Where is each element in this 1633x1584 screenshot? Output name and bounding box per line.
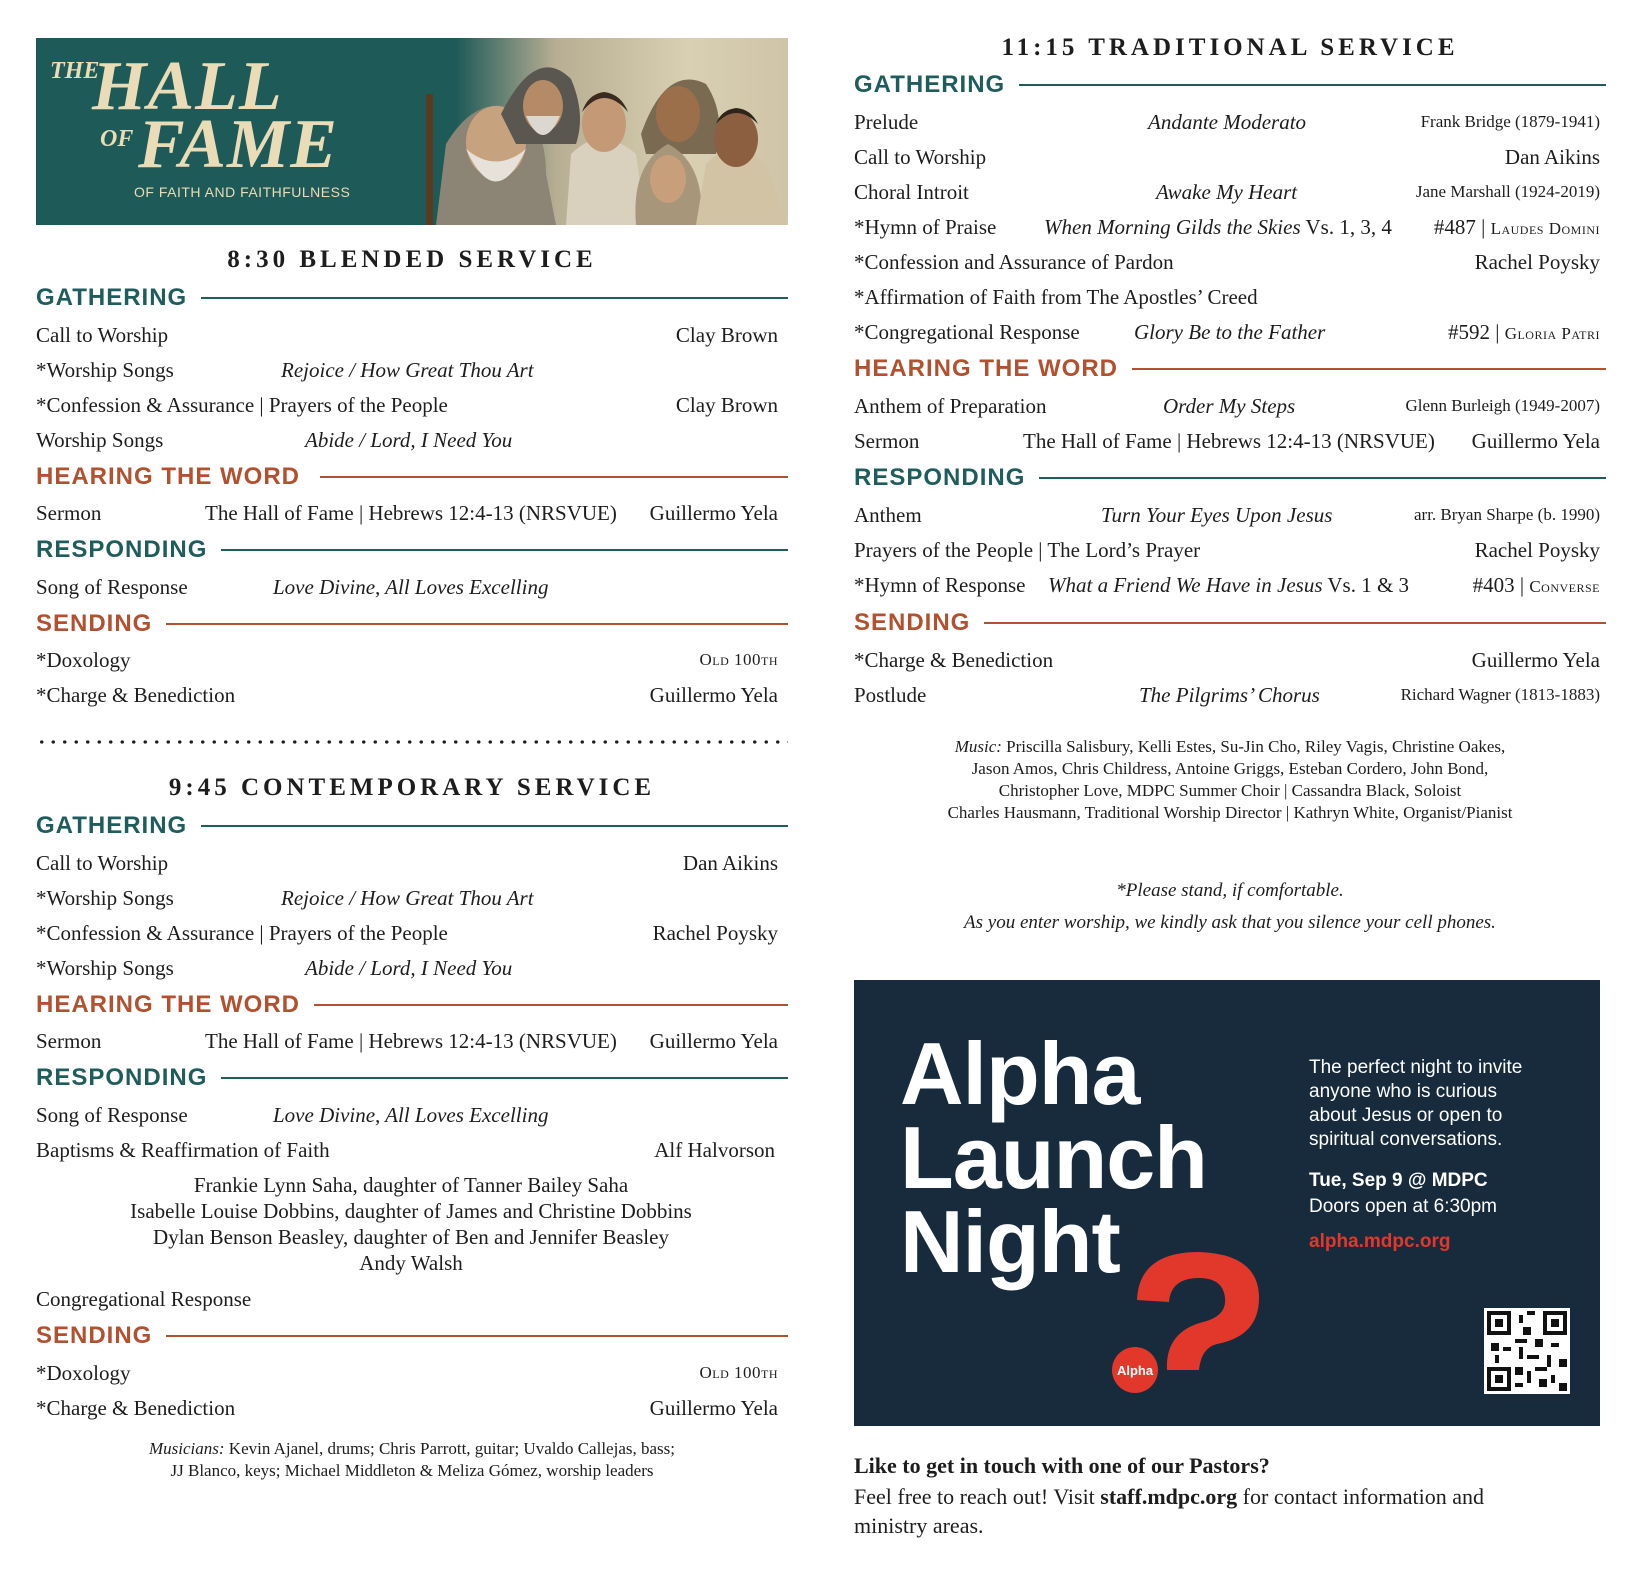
s945-sending-header <box>36 1321 788 1351</box>
banner-subtitle: OF FAITH AND FAITHFULNESS <box>134 184 351 200</box>
s1115-introit-composer: Jane Marshall (1924-2019) <box>1415 182 1600 201</box>
s945-hearing-header <box>36 990 788 1020</box>
section-rule <box>320 476 788 478</box>
s945-call-label: Call to Worship <box>36 851 169 875</box>
s1115-conf-leader: Rachel Poysky <box>1474 250 1600 274</box>
s945-charge-leader: Guillermo Yela <box>649 1396 778 1420</box>
alpha-desc-line: anyone who is curious <box>1309 1081 1497 1102</box>
s830-responding-header <box>36 535 788 565</box>
s1115-anthem-title: Turn Your Eyes Upon Jesus <box>1101 503 1333 527</box>
alpha-date: Tue, Sep 9 @ MDPC <box>1309 1170 1488 1191</box>
credits-line <box>854 736 1606 758</box>
s830-hearing-header <box>36 462 788 492</box>
musicians-label: Musicians: <box>149 1439 225 1458</box>
s945-songs2-title: Abide / Lord, I Need You <box>305 956 513 980</box>
section-rule <box>1132 368 1606 370</box>
s830-conf-label: *Confession & Assurance | Prayers of the People <box>36 393 448 417</box>
s1115-anthem-prep-title: Order My Steps <box>1163 394 1296 418</box>
s830-dox-tune: Old 100th <box>699 650 778 669</box>
s945-bapt-name: Frankie Lynn Saha, daughter of Tanner Bailey Saha <box>193 1173 629 1197</box>
alpha-description <box>1309 1056 1522 1152</box>
s830-songs-title: Rejoice / How Great Thou Art <box>281 358 534 382</box>
banner-of: OF <box>100 126 134 152</box>
s830-call-label: Call to Worship <box>36 323 169 347</box>
s945-bapt-leader: Alf Halvorson <box>654 1138 775 1162</box>
section-label: SENDING <box>854 609 971 636</box>
banner-fame: FAME <box>138 106 338 183</box>
stand-note: *Please stand, if comfortable. <box>1116 880 1344 901</box>
s1115-hresp-label: *Hymn of Response <box>854 573 1026 597</box>
s1115-sermon-title: The Hall of Fame | Hebrews 12:4-13 (NRSVUE) <box>1023 429 1435 453</box>
s945-resp-title: Love Divine, All Loves Excelling <box>273 1103 549 1127</box>
section-rule <box>166 623 788 625</box>
hymn-title: What a Friend We Have in Jesus <box>1048 573 1323 597</box>
alpha-badge-text: Alpha <box>1116 1362 1154 1378</box>
s1115-anthem-label: Anthem <box>854 503 922 527</box>
s1115-prelude-title: Andante Moderato <box>1148 110 1307 134</box>
alpha-desc-line: about Jesus or open to <box>1309 1105 1503 1126</box>
section-rule <box>221 1077 788 1079</box>
s945-bapt-name: Andy Walsh <box>359 1251 463 1275</box>
section-label: HEARING THE WORD <box>854 355 1118 382</box>
service-945-title: 9:45 CONTEMPORARY SERVICE <box>168 774 656 801</box>
s830-call-leader: Clay Brown <box>675 323 778 347</box>
alpha-headline-line2: Launch <box>900 1108 1207 1207</box>
alpha-headline-line3: Night <box>900 1192 1120 1291</box>
s830-sermon-leader: Guillermo Yela <box>649 501 778 525</box>
section-label: SENDING <box>36 610 153 637</box>
s1115-anthem-composer: arr. Bryan Sharpe (b. 1990) <box>1413 505 1600 524</box>
contact-text-part: Feel free to reach out! Visit <box>854 1484 1101 1509</box>
qr-pattern <box>1487 1311 1567 1391</box>
s945-songs-label: *Worship Songs <box>36 886 174 910</box>
contact-line: ministry areas. <box>854 1513 984 1538</box>
s1115-prelude-composer: Frank Bridge (1879-1941) <box>1420 112 1600 131</box>
s1115-cong-hymnal <box>1448 319 1600 347</box>
section-label: RESPONDING <box>36 1064 208 1091</box>
section-label: RESPONDING <box>36 536 208 563</box>
alpha-desc-line: spiritual conversations. <box>1309 1129 1503 1150</box>
section-label: RESPONDING <box>854 464 1026 491</box>
contact-text <box>854 1482 1484 1540</box>
s945-cong-label: Congregational Response <box>36 1287 252 1311</box>
hymn-verses: Vs. 1 & 3 <box>1327 573 1410 597</box>
s1115-prayers-label: Prayers of the People | The Lord’s Prayer <box>854 538 1201 562</box>
hymn-tune: Converse <box>1529 577 1600 596</box>
s830-sermon-label: Sermon <box>36 501 102 525</box>
s830-gathering-header <box>36 283 788 313</box>
s830-conf-leader: Clay Brown <box>675 393 778 417</box>
dotted-divider <box>36 740 788 744</box>
section-rule <box>166 1335 788 1337</box>
section-label: HEARING THE WORD <box>36 463 300 490</box>
alpha-url-link[interactable]: alpha.mdpc.org <box>1309 1231 1451 1252</box>
staff-link[interactable]: staff.mdpc.org <box>1100 1484 1238 1509</box>
s1115-introit-label: Choral Introit <box>854 180 969 204</box>
s945-conf-leader: Rachel Poysky <box>652 921 778 945</box>
s945-dox-label: *Doxology <box>36 1361 131 1385</box>
s945-sermon-leader: Guillermo Yela <box>649 1029 778 1053</box>
contact-text-part: for contact information and <box>1237 1484 1484 1509</box>
s1115-praise-hymnal <box>1434 214 1600 242</box>
s830-resp-label: Song of Response <box>36 575 188 599</box>
s1115-hresp-hymnal <box>1473 572 1600 600</box>
s1115-prelude-label: Prelude <box>854 110 919 134</box>
s945-conf-label: *Confession & Assurance | Prayers of the People <box>36 921 448 945</box>
section-rule <box>1039 477 1606 479</box>
section-label: HEARING THE WORD <box>36 991 300 1018</box>
s1115-postlude-composer: Richard Wagner (1813-1883) <box>1400 685 1600 704</box>
hymn-tune: Laudes Domini <box>1490 219 1600 238</box>
section-rule <box>314 1004 788 1006</box>
hymn-verses: Vs. 1, 3, 4 <box>1305 215 1392 239</box>
s830-charge-label: *Charge & Benediction <box>36 683 236 707</box>
section-rule <box>221 549 788 551</box>
s1115-sermon-leader: Guillermo Yela <box>1471 429 1600 453</box>
s1115-praise-title-line <box>1044 214 1392 240</box>
s945-responding-header <box>36 1063 788 1093</box>
cell-phones-note: As you enter worship, we kindly ask that you silence your cell phones. <box>964 912 1496 933</box>
s945-bapt-name: Isabelle Louise Dobbins, daughter of James and Christine Dobbins <box>130 1199 692 1223</box>
service-1115-title: 11:15 TRADITIONAL SERVICE <box>1001 34 1459 61</box>
section-rule <box>201 297 788 299</box>
section-rule <box>984 622 1606 624</box>
s1115-hresp-title-line <box>1048 572 1409 598</box>
s1115-prayers-leader: Rachel Poysky <box>1474 538 1600 562</box>
s1115-introit-title: Awake My Heart <box>1156 180 1298 204</box>
banner-the: THE <box>50 58 100 84</box>
section-label: GATHERING <box>36 284 188 311</box>
s1115-postlude-title: The Pilgrims’ Chorus <box>1139 683 1320 707</box>
alpha-launch-night-ad <box>854 980 1600 1426</box>
section-rule <box>201 825 788 827</box>
credits-line: Christopher Love, MDPC Summer Choir | Cassandra Black, Soloist <box>998 781 1462 800</box>
s1115-postlude-label: Postlude <box>854 683 927 707</box>
alpha-desc-line: The perfect night to invite <box>1309 1057 1523 1078</box>
s1115-gathering-header <box>854 70 1606 100</box>
s945-songs-title: Rejoice / How Great Thou Art <box>281 886 534 910</box>
alpha-doors: Doors open at 6:30pm <box>1309 1196 1498 1217</box>
hymn-number: #592 | <box>1447 320 1500 344</box>
contact-heading: Like to get in touch with one of our Pastors? <box>854 1453 1270 1478</box>
s1115-anthem-prep-label: Anthem of Preparation <box>854 394 1047 418</box>
s945-charge-label: *Charge & Benediction <box>36 1396 236 1420</box>
s830-charge-leader: Guillermo Yela <box>649 683 778 707</box>
credits-line <box>36 1438 788 1460</box>
s1115-anthem-prep-composer: Glenn Burleigh (1949-2007) <box>1405 396 1600 415</box>
section-rule <box>1019 84 1606 86</box>
alpha-qr-code-icon[interactable] <box>1484 1308 1570 1394</box>
s830-songs2-title: Abide / Lord, I Need You <box>305 428 513 452</box>
s1115-cong-title: Glory Be to the Father <box>1134 320 1326 344</box>
s830-songs2-label: Worship Songs <box>36 428 164 452</box>
credits-line: Jason Amos, Chris Childress, Antoine Griggs, Esteban Cordero, John Bond, <box>971 759 1489 778</box>
s945-dox-tune: Old 100th <box>699 1363 778 1382</box>
s830-resp-title: Love Divine, All Loves Excelling <box>273 575 549 599</box>
credits-line: JJ Blanco, keys; Michael Middleton & Meliza Gómez, worship leaders <box>170 1461 654 1480</box>
alpha-badge <box>1112 1347 1158 1393</box>
alpha-headline-line1: Alpha <box>900 1024 1140 1123</box>
s1115-call-label: Call to Worship <box>854 145 987 169</box>
s1115-cong-label: *Congregational Response <box>854 320 1080 344</box>
contact-line <box>854 1482 1484 1511</box>
s945-sermon-label: Sermon <box>36 1029 102 1053</box>
credits-line: Charles Hausmann, Traditional Worship Director | Kathryn White, Organist/Pianist <box>947 803 1513 822</box>
credits-line-text: Priscilla Salisbury, Kelli Estes, Su-Jin Cho, Riley Vagis, Christine Oakes, <box>1001 737 1506 756</box>
s1115-charge-label: *Charge & Benediction <box>854 648 1054 672</box>
s945-resp-label: Song of Response <box>36 1103 188 1127</box>
s1115-sermon-label: Sermon <box>854 429 920 453</box>
hall-of-fame-banner <box>36 38 788 225</box>
s830-dox-label: *Doxology <box>36 648 131 672</box>
s1115-music-credits <box>854 736 1606 824</box>
hymn-tune: Gloria Patri <box>1504 324 1600 343</box>
hymn-number: #403 | <box>1472 573 1525 597</box>
s945-musicians-credits <box>36 1438 788 1482</box>
service-830-title: 8:30 BLENDED SERVICE <box>227 246 597 273</box>
hymn-number: #487 | <box>1433 215 1486 239</box>
music-label: Music: <box>954 737 1002 756</box>
s1115-sending-header <box>854 608 1606 638</box>
credits-line-text: Kevin Ajanel, drums; Chris Parrott, guitar; Uvaldo Callejas, bass; <box>224 1439 675 1458</box>
s830-songs-label: *Worship Songs <box>36 358 174 382</box>
section-label: GATHERING <box>854 71 1006 98</box>
s1115-call-leader: Dan Aikins <box>1504 145 1600 169</box>
section-label: SENDING <box>36 1322 153 1349</box>
biblical-figures-illustration <box>406 38 788 225</box>
s945-bapt-label: Baptisms & Reaffirmation of Faith <box>36 1138 330 1162</box>
s830-sending-header <box>36 609 788 639</box>
s1115-charge-leader: Guillermo Yela <box>1471 648 1600 672</box>
s1115-responding-header <box>854 463 1606 493</box>
s945-gathering-header <box>36 811 788 841</box>
s945-songs2-label: *Worship Songs <box>36 956 174 980</box>
s945-bapt-name: Dylan Benson Beasley, daughter of Ben and Jennifer Beasley <box>153 1225 669 1249</box>
s945-call-leader: Dan Aikins <box>682 851 778 875</box>
s1115-hearing-header <box>854 354 1606 384</box>
banner-hall: HALL <box>92 48 283 125</box>
hymn-title: When Morning Gilds the Skies <box>1044 215 1301 239</box>
s945-sermon-title: The Hall of Fame | Hebrews 12:4-13 (NRSVUE) <box>205 1029 617 1053</box>
s1115-praise-label: *Hymn of Praise <box>854 215 997 239</box>
s1115-conf-label: *Confession and Assurance of Pardon <box>854 250 1174 274</box>
s830-sermon-title: The Hall of Fame | Hebrews 12:4-13 (NRSVUE) <box>205 501 617 525</box>
s1115-affirm-label: *Affirmation of Faith from The Apostles’ Creed <box>854 285 1258 309</box>
section-label: GATHERING <box>36 812 188 839</box>
